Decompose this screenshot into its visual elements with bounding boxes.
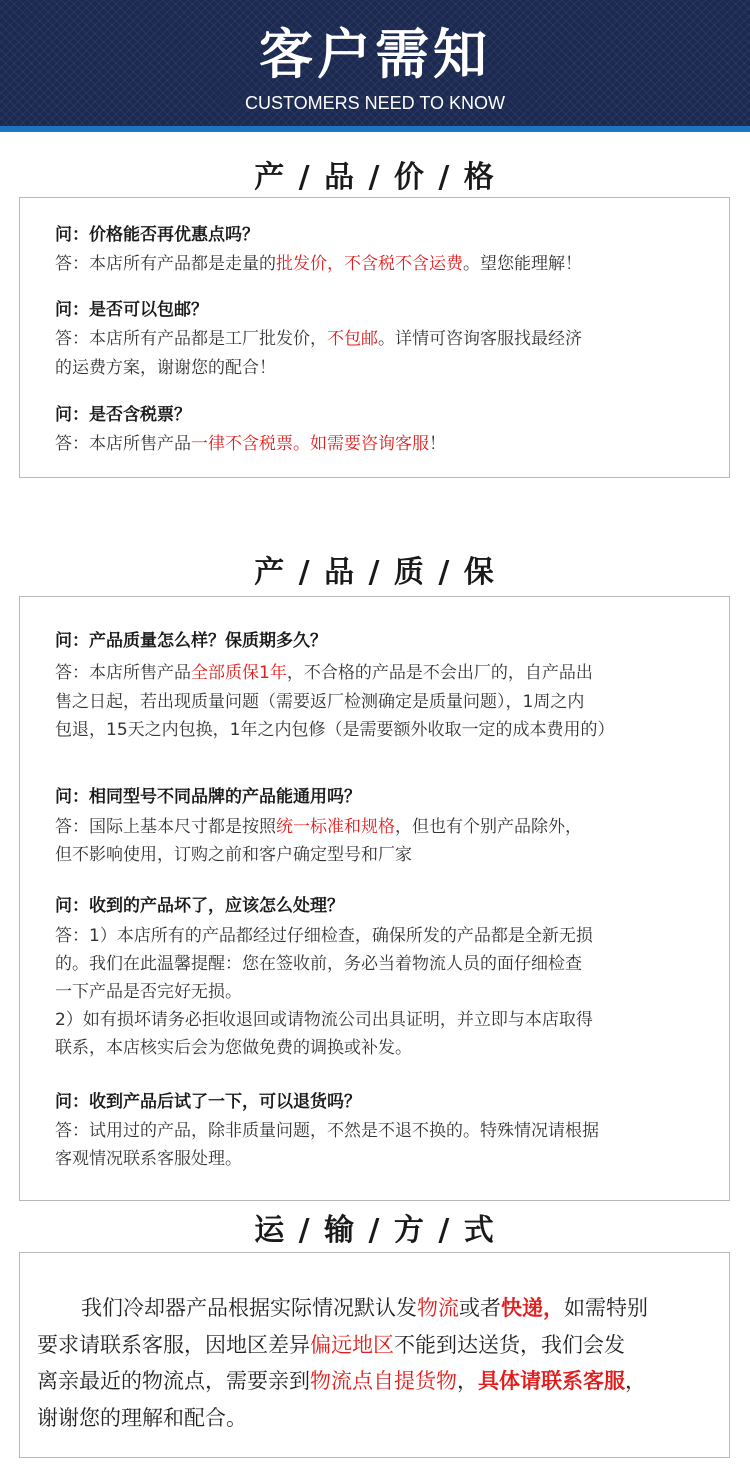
quality-answer-warranty-line3: 包退，15天之内包换，1年之内包修（是需要额外收取一定的成本费用的） (55, 720, 615, 740)
quality-answer-damaged-line1: 答：1）本店所有的产品都经过仔细检查，确保所发的产品都是全新无损 (55, 926, 593, 946)
shipping-text-line3: 离亲最近的物流点，需要亲到物流点自提货物，具体请联系客服， (37, 1369, 646, 1393)
quality-answer-return-line1: 答：试用过的产品，除非质量问题，不然是不退不换的。特殊情况请根据 (55, 1121, 599, 1141)
price-answer-invoice: 答：本店所售产品一律不含税票。如需要咨询客服！ (55, 434, 446, 454)
shipping-text-line2: 要求请联系客服，因地区差异偏远地区不能到达送货，我们会发 (37, 1333, 625, 1357)
quality-answer-compatibility-line2: 但不影响使用，订购之前和客户确定型号和厂家 (55, 845, 412, 865)
quality-answer-warranty: 答：本店所售产品全部质保1年，不合格的产品是不会出厂的，自产品出 (55, 663, 593, 683)
price-answer-discount: 答：本店所有产品都是走量的批发价，不含税不含运费。望您能理解！ (55, 254, 582, 274)
quality-answer-warranty-line2: 售之日起，若出现质量问题（需要返厂检测确定是质量问题），1周之内 (55, 692, 585, 712)
section-title-price: 产 / 品 / 价 / 格 (254, 160, 496, 195)
price-question-discount: 问：价格能否再优惠点吗？ (55, 225, 259, 245)
quality-answer-damaged-line5: 联系，本店核实后会为您做免费的调换或补发。 (55, 1038, 412, 1058)
shipping-text-line1: 我们冷却器产品根据实际情况默认发物流或者快递，如需特别 (81, 1296, 648, 1320)
page-subtitle: CUSTOMERS NEED TO KNOW (244, 93, 506, 113)
price-answer-shipping: 答：本店所有产品都是工厂批发价，不包邮。详情可咨询客服找最经济 (55, 329, 582, 349)
header-accent-line (0, 126, 750, 132)
price-question-invoice: 问：是否含税票？ (55, 405, 191, 425)
shipping-text-line4: 谢谢您的理解和配合。 (37, 1406, 247, 1430)
quality-question-return: 问：收到产品后试了一下，可以退货吗？ (55, 1092, 361, 1112)
quality-question-warranty: 问：产品质量怎么样？保质期多久？ (55, 631, 327, 651)
page-title: 客户需知 (259, 23, 491, 86)
quality-question-damaged: 问：收到的产品坏了，应该怎么处理？ (55, 896, 344, 916)
quality-answer-damaged-line4: 2）如有损坏请务必拒收退回或请物流公司出具证明，并立即与本店取得 (55, 1010, 593, 1030)
price-answer-shipping-line2: 的运费方案，谢谢您的配合！ (55, 358, 276, 378)
quality-answer-return-line2: 客观情况联系客服处理。 (55, 1149, 242, 1169)
quality-answer-damaged-line3: 一下产品是否完好无损。 (55, 982, 242, 1002)
quality-answer-compatibility: 答：国际上基本尺寸都是按照统一标准和规格，但也有个别产品除外， (55, 817, 582, 837)
quality-question-compatibility: 问：相同型号不同品牌的产品能通用吗？ (55, 787, 361, 807)
quality-answer-damaged-line2: 的。我们在此温馨提醒：您在签收前，务必当着物流人员的面仔细检查 (55, 954, 582, 974)
section-title-quality: 产 / 品 / 质 / 保 (254, 555, 496, 590)
price-question-shipping: 问：是否可以包邮？ (55, 300, 208, 320)
section-title-shipping: 运 / 输 / 方 / 式 (254, 1213, 496, 1248)
